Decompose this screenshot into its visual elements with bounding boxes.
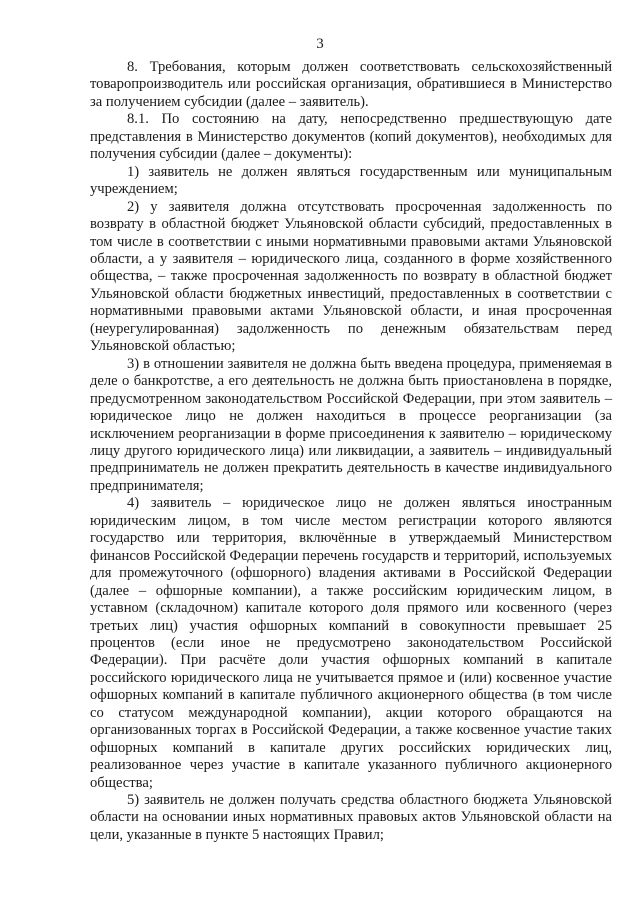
condition-item-3: 3) в отношении заявителя не должна быть введена процедура, применяемая в деле о банкротстве, а его деятельность не должна быть приостановлена в порядке, предусмотренном законодательством Российской Федерации, при этом заявитель – юридическое лицо не должен находиться в процессе реорганизации (за исключением реорганизации в форме присоединения к заявителю – юридическому лицу другого юридического лица) или ликвидации, а заявитель – индивидуальный предприниматель не должен прекратить деятельность в качестве индивидуального предпринимателя; bbox=[90, 355, 612, 494]
document-body bbox=[90, 59, 612, 844]
paragraph-8-1-conditions: 8.1. По состоянию на дату, непосредственно предшествующую дате представления в Министерство документов (копий документов), необходимых для получения субсидии (далее – документы): bbox=[90, 111, 612, 163]
condition-item-1: 1) заявитель не должен являться государственным или муниципальным учреждением; bbox=[90, 163, 612, 198]
page-number: 3 bbox=[316, 36, 324, 52]
condition-item-5: 5) заявитель не должен получать средства областного бюджета Ульяновской области на основании иных нормативных правовых актов Ульяновской области на цели, указанные в пункте 5 настоящих Правил; bbox=[90, 792, 612, 843]
condition-item-2: 2) у заявителя должна отсутствовать просроченная задолженность по возврату в областной бюджет Ульяновской области субсидий, предоставленных в том числе в соответствии с иными нормативными правовыми актами Ульяновской области, а у заявителя – юридического лица, созданного в форме хозяйственного общества, – также просроченная задолженность по возврату в областной бюджет Ульяновской области бюджетных инвестиций, предоставленных в соответствии с нормативными правовыми актами Ульяновской области, и иная просроченная (неурегулированная) задолженность по денежным обязательствам перед Ульяновской областью; bbox=[90, 198, 612, 355]
condition-item-4: 4) заявитель – юридическое лицо не должен являться иностранным юридическим лицом, в том числе местом регистрации которого являются государство или территория, включённые в утверждаемый Министерством финансов Российской Федерации перечень государств и территорий, используемых для промежуточного (офшорного) владения активами в Российской Федерации (далее – офшорные компании), а также российским юридическим лицом, в уставном (складочном) капитале которого доля прямого или косвенного (через третьих лиц) участия офшорных компаний в совокупности превышает 25 процентов (если иное не предусмотрено законодательством Российской Федерации). При расчёте доли участия офшорных компаний в капитале российского юридического лица не учитывается прямое и (или) косвенное участие офшорных компаний в капитале публичного акционерного общества (в том числе со статусом международной компании), акции которого обращаются на организованных торгах в Российской Федерации, а также косвенное участие таких офшорных компаний в капитале других российских юридических лиц, реализованное через участие в капитале указанного публичного акционерного общества; bbox=[90, 495, 612, 791]
paragraph-8-requirements: 8. Требования, которым должен соответствовать сельскохозяйственный товаропроизводитель или российская организация, обратившиеся в Министерство за получением субсидии (далее – заявитель). bbox=[90, 59, 612, 110]
